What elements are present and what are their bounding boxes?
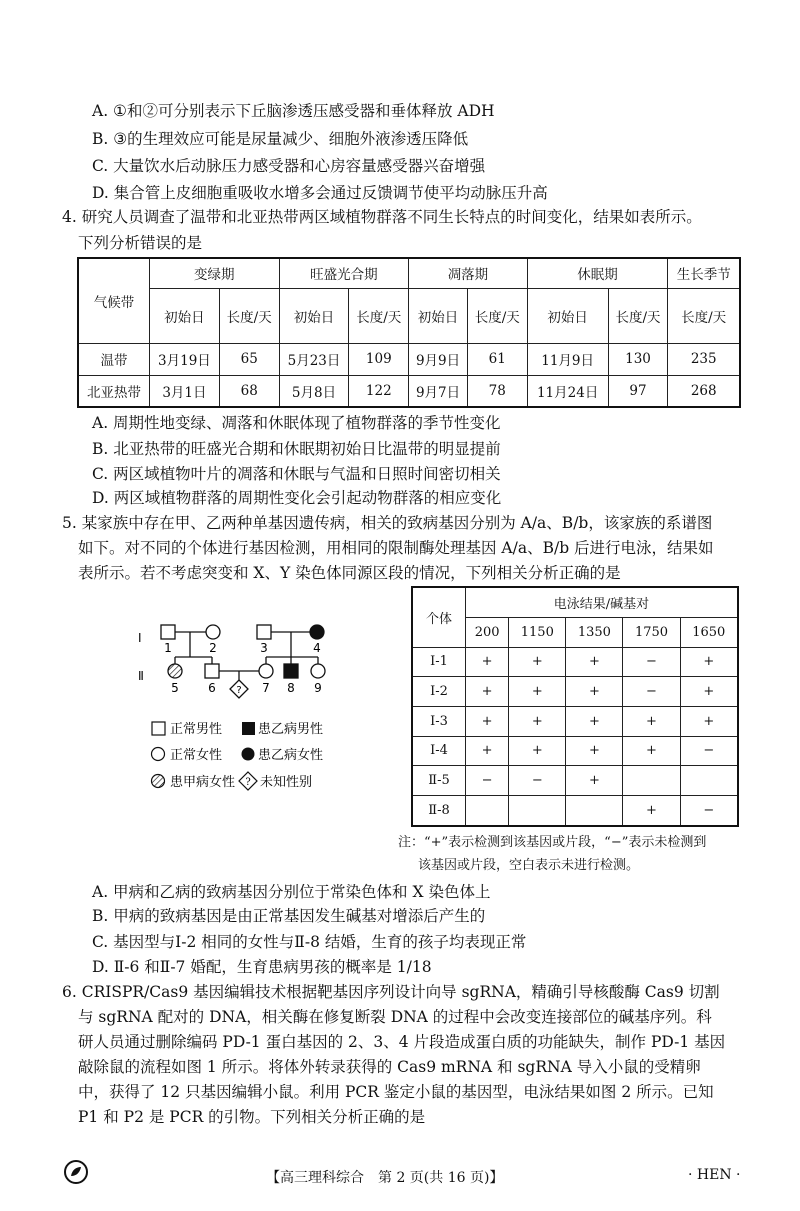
result-cell: + bbox=[509, 706, 566, 736]
table-cell: 268 bbox=[668, 375, 740, 407]
table-cell: 11月9日 bbox=[527, 343, 608, 375]
normal-male-symbol bbox=[257, 625, 271, 639]
page-footer-code: · HEN · bbox=[688, 1167, 741, 1183]
result-cell: + bbox=[466, 677, 509, 707]
sub-header: 长度/天 bbox=[467, 288, 527, 343]
q4-option-b: B. 北亚热带的旺盛光合期和休眠期初始日比温带的明显提前 bbox=[92, 440, 501, 458]
legend-normal-female-symbol bbox=[152, 748, 165, 761]
q3-option-b: B. ③的生理效应可能是尿量减少、细胞外液渗透压降低 bbox=[92, 130, 469, 148]
q4-option-c: C. 两区域植物叶片的凋落和休眠与气温和日照时间密切相关 bbox=[92, 465, 501, 483]
size-header: 1650 bbox=[680, 617, 738, 647]
individual-id: Ⅰ-2 bbox=[412, 677, 466, 707]
normal-male-symbol bbox=[205, 664, 219, 678]
electrophoresis-table bbox=[411, 586, 739, 827]
q5-option-b: B. 甲病的致病基因是由正常基因发生碱基对增添后产生的 bbox=[92, 907, 486, 925]
affected-b-male-symbol bbox=[284, 664, 298, 678]
legend-label: 患甲病女性 bbox=[170, 775, 236, 790]
result-cell: − bbox=[509, 766, 566, 796]
result-cell: + bbox=[466, 647, 509, 677]
result-cell: + bbox=[680, 647, 738, 677]
pedigree-diagram bbox=[130, 612, 360, 827]
result-cell: − bbox=[623, 677, 680, 707]
result-cell: − bbox=[623, 647, 680, 677]
table-cell: 109 bbox=[349, 343, 409, 375]
legend-affected-a-female-symbol bbox=[152, 775, 165, 788]
individual-id: Ⅱ-8 bbox=[412, 795, 466, 826]
sub-header: 长度/天 bbox=[349, 288, 409, 343]
table-cell: 97 bbox=[608, 375, 668, 407]
result-cell: + bbox=[509, 736, 566, 766]
legend-normal-male-symbol bbox=[152, 722, 165, 735]
group-header: 凋落期 bbox=[409, 258, 527, 288]
zone-cell: 温带 bbox=[78, 343, 150, 375]
q6-stem-line3: 研人员通过删除编码 PD-1 蛋白基因的 2、3、4 片段造成蛋白质的功能缺失，制作 PD-1 基因 bbox=[78, 1033, 726, 1051]
result-cell: − bbox=[466, 766, 509, 796]
table-row bbox=[412, 766, 738, 796]
q3-option-c: C. 大量饮水后动脉压力感受器和心房容量感受器兴奋增强 bbox=[92, 157, 486, 175]
result-cell: + bbox=[566, 766, 623, 796]
q3-option-a: A. ①和②可分别表示下丘脑渗透压感受器和垂体释放 ADH bbox=[92, 102, 495, 120]
individual-number: 4 bbox=[313, 641, 321, 655]
legend-label: 未知性别 bbox=[260, 775, 313, 790]
table-cell: 9月9日 bbox=[409, 343, 468, 375]
group-header: 旺盛光合期 bbox=[279, 258, 409, 288]
unknown-mark: ? bbox=[245, 777, 251, 788]
result-cell: + bbox=[566, 647, 623, 677]
table-cell: 68 bbox=[219, 375, 279, 407]
table-cell: 122 bbox=[349, 375, 409, 407]
result-cell: + bbox=[566, 677, 623, 707]
table-row bbox=[412, 795, 738, 826]
table-row bbox=[78, 375, 740, 407]
individual-header: 个体 bbox=[412, 587, 466, 647]
individual-number: 7 bbox=[262, 681, 270, 695]
legend-label: 患乙病男性 bbox=[258, 722, 324, 737]
individual-number: 6 bbox=[208, 681, 216, 695]
table-row bbox=[412, 647, 738, 677]
zone-cell: 北亚热带 bbox=[78, 375, 150, 407]
sub-header: 初始日 bbox=[279, 288, 349, 343]
page-footer-center: 【高三理科综合 第 2 页(共 16 页)】 bbox=[266, 1170, 504, 1186]
result-cell: − bbox=[680, 736, 738, 766]
q5-stem-line2: 如下。对不同的个体进行基因检测，用相同的限制酶处理基因 A/a、B/b 后进行电泳，结果如 bbox=[78, 539, 714, 557]
generation-label: Ⅱ bbox=[138, 669, 144, 683]
legend-label: 正常男性 bbox=[170, 722, 223, 737]
table-cell: 5月23日 bbox=[279, 343, 349, 375]
table-cell: 78 bbox=[467, 375, 527, 407]
q5-option-a: A. 甲病和乙病的致病基因分别位于常染色体和 X 染色体上 bbox=[92, 883, 491, 901]
result-cell: + bbox=[623, 736, 680, 766]
table-note-line1: 注：“+”表示检测到该基因或片段，“−”表示未检测到 bbox=[398, 835, 707, 850]
q5-stem-line3: 表所示。若不考虑突变和 X、Y 染色体同源区段的情况，下列相关分析正确的是 bbox=[78, 564, 621, 582]
size-header: 1750 bbox=[623, 617, 680, 647]
result-cell bbox=[509, 795, 566, 826]
q5-stem-line1: 5. 某家族中存在甲、乙两种单基因遗传病，相关的致病基因分别为 A/a、B/b，该家族的系谱图 bbox=[62, 514, 713, 532]
size-header: 200 bbox=[466, 617, 509, 647]
table-cell: 65 bbox=[219, 343, 279, 375]
result-cell: + bbox=[623, 795, 680, 826]
result-cell bbox=[680, 766, 738, 796]
table-cell: 9月7日 bbox=[409, 375, 468, 407]
individual-number: 2 bbox=[209, 641, 217, 655]
q6-stem-line6: P1 和 P2 是 PCR 的引物。下列相关分析正确的是 bbox=[78, 1108, 426, 1126]
result-cell: + bbox=[623, 706, 680, 736]
result-header: 电泳结果/碱基对 bbox=[466, 587, 739, 617]
group-header: 变绿期 bbox=[150, 258, 280, 288]
q5-option-c: C. 基因型与Ⅰ-2 相同的女性与Ⅱ-8 结婚，生育的孩子均表现正常 bbox=[92, 933, 527, 951]
sub-header: 初始日 bbox=[527, 288, 608, 343]
q6-stem-line4: 敲除鼠的流程如图 1 所示。将体外转录获得的 Cas9 mRNA 和 sgRNA 导入小鼠的受精卵 bbox=[78, 1058, 701, 1076]
individual-number: 9 bbox=[314, 681, 322, 695]
individual-number: 1 bbox=[164, 641, 172, 655]
individual-id: Ⅱ-5 bbox=[412, 766, 466, 796]
size-header: 1350 bbox=[566, 617, 623, 647]
table-row-header: 气候带 bbox=[78, 258, 150, 343]
result-cell bbox=[566, 795, 623, 826]
result-cell: + bbox=[509, 647, 566, 677]
table-row bbox=[78, 343, 740, 375]
table-row bbox=[412, 736, 738, 766]
result-cell: + bbox=[680, 677, 738, 707]
q4-stem-line2: 下列分析错误的是 bbox=[78, 234, 203, 252]
result-cell: + bbox=[566, 706, 623, 736]
normal-female-symbol bbox=[311, 664, 325, 678]
table-cell: 11月24日 bbox=[527, 375, 608, 407]
table-cell: 130 bbox=[608, 343, 668, 375]
group-header: 生长季节 bbox=[668, 258, 740, 288]
sub-header: 初始日 bbox=[150, 288, 220, 343]
table-cell: 61 bbox=[467, 343, 527, 375]
q4-option-d: D. 两区域植物群落的周期性变化会引起动物群落的相应变化 bbox=[92, 489, 502, 507]
result-cell: + bbox=[509, 677, 566, 707]
individual-number: 5 bbox=[171, 681, 179, 695]
q4-option-a: A. 周期性地变绿、凋落和休眠体现了植物群落的季节性变化 bbox=[92, 414, 501, 432]
sub-header: 长度/天 bbox=[219, 288, 279, 343]
individual-id: Ⅰ-1 bbox=[412, 647, 466, 677]
unknown-mark: ? bbox=[236, 685, 242, 696]
result-cell: − bbox=[680, 795, 738, 826]
result-cell: + bbox=[466, 736, 509, 766]
generation-label: Ⅰ bbox=[138, 631, 142, 645]
table-cell: 5月8日 bbox=[279, 375, 349, 407]
legend-label: 正常女性 bbox=[170, 748, 223, 763]
q6-stem-line1: 6. CRISPR/Cas9 基因编辑技术根据靶基因序列设计向导 sgRNA，精确引导核酸酶 Cas9 切割 bbox=[62, 983, 720, 1001]
table-row bbox=[412, 677, 738, 707]
normal-male-symbol bbox=[161, 625, 175, 639]
table-note-line2: 该基因或片段，空白表示未进行检测。 bbox=[418, 858, 640, 873]
normal-female-symbol bbox=[206, 625, 220, 639]
q3-option-d: D. 集合管上皮细胞重吸收水增多会通过反馈调节使平均动脉压升高 bbox=[92, 184, 548, 202]
legend-label: 患乙病女性 bbox=[258, 748, 324, 763]
individual-number: 8 bbox=[287, 681, 295, 695]
result-cell: + bbox=[466, 706, 509, 736]
table-cell: 3月19日 bbox=[150, 343, 220, 375]
q4-stem-line1: 4. 研究人员调查了温带和北亚热带两区域植物群落不同生长特点的时间变化，结果如表所示。 bbox=[62, 208, 702, 226]
group-header: 休眠期 bbox=[527, 258, 668, 288]
legend-affected-b-female-symbol bbox=[242, 748, 255, 761]
table-cell: 3月1日 bbox=[150, 375, 220, 407]
result-cell bbox=[623, 766, 680, 796]
plant-community-table bbox=[77, 257, 741, 408]
individual-id: Ⅰ-3 bbox=[412, 706, 466, 736]
result-cell: + bbox=[566, 736, 623, 766]
result-cell bbox=[466, 795, 509, 826]
publisher-logo-icon bbox=[64, 1160, 88, 1184]
affected-b-female-symbol bbox=[310, 625, 324, 639]
affected-a-female-symbol bbox=[168, 664, 182, 678]
size-header: 1150 bbox=[509, 617, 566, 647]
sub-header: 长度/天 bbox=[668, 288, 740, 343]
sub-header: 长度/天 bbox=[608, 288, 668, 343]
normal-female-symbol bbox=[259, 664, 273, 678]
result-cell: + bbox=[680, 706, 738, 736]
individual-number: 3 bbox=[260, 641, 268, 655]
individual-id: Ⅰ-4 bbox=[412, 736, 466, 766]
table-cell: 235 bbox=[668, 343, 740, 375]
table-row bbox=[412, 706, 738, 736]
q6-stem-line2: 与 sgRNA 配对的 DNA，相关酶在修复断裂 DNA 的过程中会改变连接部位的碱基序列。科 bbox=[78, 1008, 712, 1026]
q6-stem-line5: 中，获得了 12 只基因编辑小鼠。利用 PCR 鉴定小鼠的基因型，电泳结果如图 2 所示。已知 bbox=[78, 1083, 714, 1101]
q5-option-d: D. Ⅱ-6 和Ⅱ-7 婚配，生育患病男孩的概率是 1/18 bbox=[92, 958, 432, 976]
sub-header: 初始日 bbox=[409, 288, 468, 343]
legend-affected-b-male-symbol bbox=[242, 722, 255, 735]
